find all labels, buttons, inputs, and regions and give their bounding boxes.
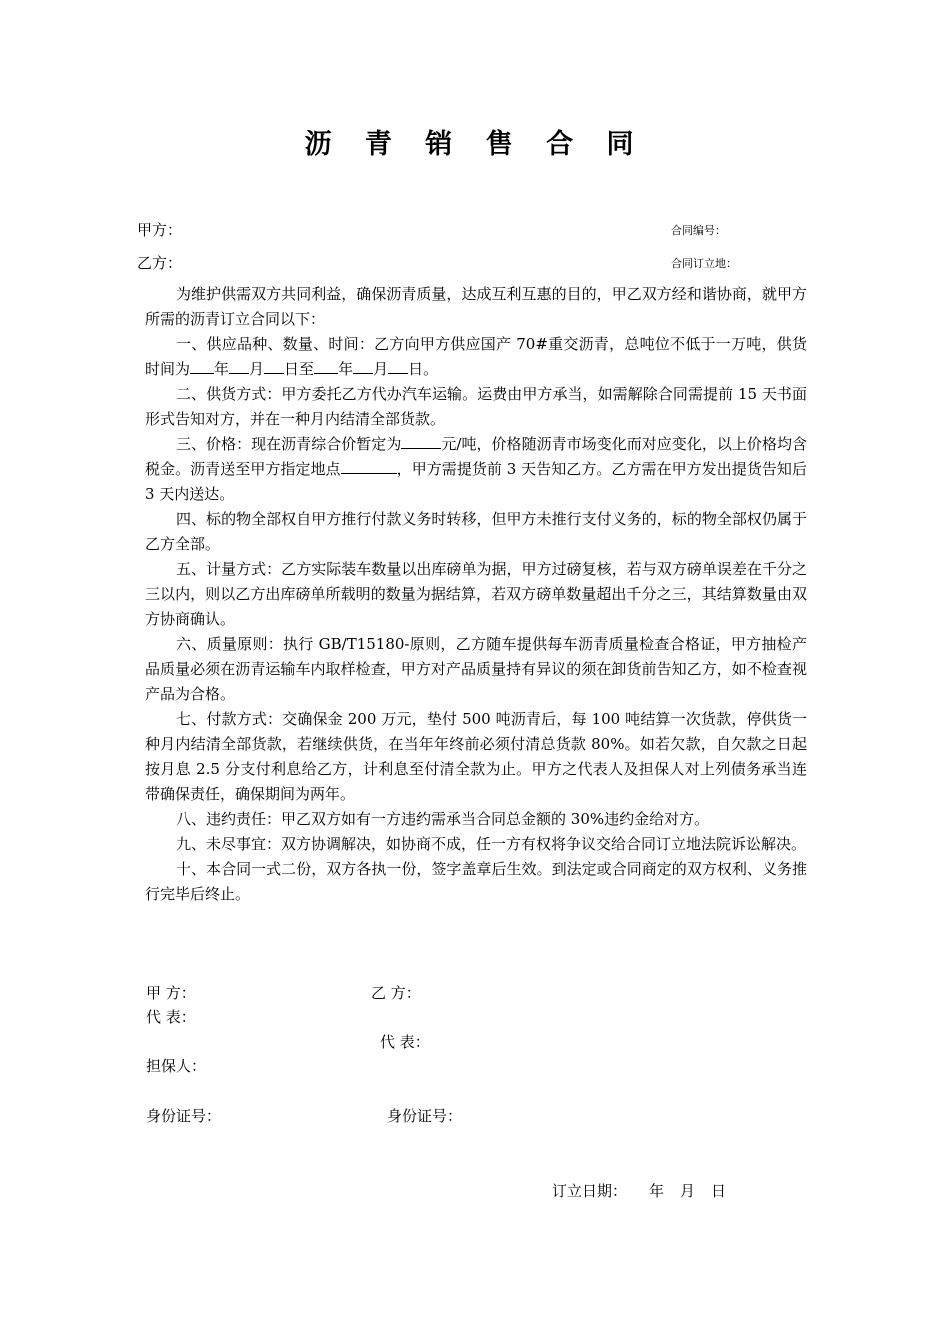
signature-party-b: 乙 方： bbox=[371, 984, 421, 1002]
signature-guarantor: 担保人： bbox=[146, 1057, 207, 1075]
clause-3 bbox=[145, 432, 807, 507]
blank-location bbox=[341, 457, 397, 474]
signing-date-year: 年 bbox=[649, 1182, 665, 1200]
clause-intro: 为维护供需双方共同利益，确保沥青质量，达成互利互惠的目的，甲乙双方经和谐协商，就甲方所需的沥青订立合同以下： bbox=[145, 285, 807, 328]
signing-date-label: 订立日期： bbox=[552, 1182, 628, 1200]
clause-3-text-a: 三、价格：现在沥青综合价暂定为 bbox=[176, 435, 402, 453]
blank-year-2 bbox=[314, 357, 338, 374]
clause-1-month: 月 bbox=[249, 360, 265, 378]
clause-1-day-2: 日。 bbox=[408, 360, 439, 378]
signing-date bbox=[552, 1180, 726, 1201]
signing-date-month: 月 bbox=[680, 1182, 696, 1200]
signature-rep-a: 代 表： bbox=[146, 1008, 196, 1026]
contract-number-label: 合同编号： bbox=[671, 224, 726, 237]
blank-month bbox=[229, 357, 249, 374]
clause-1-year: 年 bbox=[214, 360, 230, 378]
blank-day bbox=[264, 357, 284, 374]
header-party-b: 乙方： bbox=[137, 254, 183, 272]
signing-date-day: 日 bbox=[711, 1182, 727, 1200]
blank-month-2 bbox=[353, 357, 373, 374]
signature-id-b: 身份证号： bbox=[387, 1107, 463, 1125]
clause-3-text-b: 元/吨，价格随沥青市场变化而对应变化，以上价格均含税金。沥青送至甲方指定地点 bbox=[145, 435, 807, 478]
clause-8: 八、违约责任：甲乙双方如有一方违约需承当合同总金额的 30%违约金给对方。 bbox=[176, 810, 710, 828]
page-title: 沥 青 销 售 合 同 bbox=[304, 129, 646, 160]
clause-3-text-c: ，甲方需提货前 3 天告知乙方。乙方需在甲方发出提货告知后 3 天内送达。 bbox=[145, 460, 807, 503]
clause-1-day-to: 日至 bbox=[284, 360, 315, 378]
blank-price bbox=[401, 432, 441, 449]
signature-rep-b: 代 表： bbox=[380, 1033, 430, 1051]
contract-place-label: 合同订立地： bbox=[671, 257, 737, 270]
signature-party-a: 甲 方： bbox=[146, 984, 196, 1002]
clause-1-month-2: 月 bbox=[373, 360, 389, 378]
header-party-a: 甲方： bbox=[137, 221, 183, 239]
clause-9: 九、未尽事宜：双方协调解决，如协商不成，任一方有权将争议交给合同订立地法院诉讼解决。 bbox=[176, 835, 807, 853]
clause-10: 十、本合同一式二份，双方各执一份，签字盖章后生效。到法定或合同商定的双方权利、义务推行完毕后终止。 bbox=[145, 860, 807, 903]
clause-1-year-2: 年 bbox=[338, 360, 354, 378]
blank-day-2 bbox=[388, 357, 408, 374]
clause-5: 五、计量方式：乙方实际装车数量以出库磅单为据，甲方过磅复核，若与双方磅单误差在千分之三以内，则以乙方出库磅单所载明的数量为据结算，若双方磅单数量超出千分之三，其结算数量由双方协商确认。 bbox=[145, 560, 807, 628]
clause-1-text: 一、供应品种、数量、时间：乙方向甲方供应国产 70#重交沥青，总吨位不低于一万吨，供货时间为 bbox=[145, 335, 807, 378]
clause-1 bbox=[145, 332, 807, 382]
contract-body bbox=[145, 282, 807, 907]
blank-year bbox=[190, 357, 214, 374]
clause-4: 四、标的物全部权自甲方推行付款义务时转移，但甲方未推行支付义务的，标的物全部权仍属于乙方全部。 bbox=[145, 510, 807, 553]
clause-2: 二、供货方式：甲方委托乙方代办汽车运输。运费由甲方承当，如需解除合同需提前 15 天书面形式告知对方，并在一种月内结清全部货款。 bbox=[145, 385, 807, 428]
signature-id-a: 身份证号： bbox=[146, 1107, 222, 1125]
clause-6: 六、质量原则：执行 GB/T15180-原则，乙方随车提供每车沥青质量检查合格证，甲方抽检产品质量必须在沥青运输车内取样检查，甲方对产品质量持有异议的须在卸货前告知乙方，如不检查视产品为合格。 bbox=[145, 635, 807, 703]
clause-7: 七、付款方式：交确保金 200 万元，垫付 500 吨沥青后，每 100 吨结算一次货款，停供货一种月内结清全部货款，若继续供货，在当年年终前必须付清总货款 80%。如若欠款，自欠款之日起按月息 2.5 分支付利息给乙方，计利息至付清全款为止。甲方之代表人及担保人对上列债务承当连带确保责任，确保期间为两年。 bbox=[145, 710, 807, 803]
